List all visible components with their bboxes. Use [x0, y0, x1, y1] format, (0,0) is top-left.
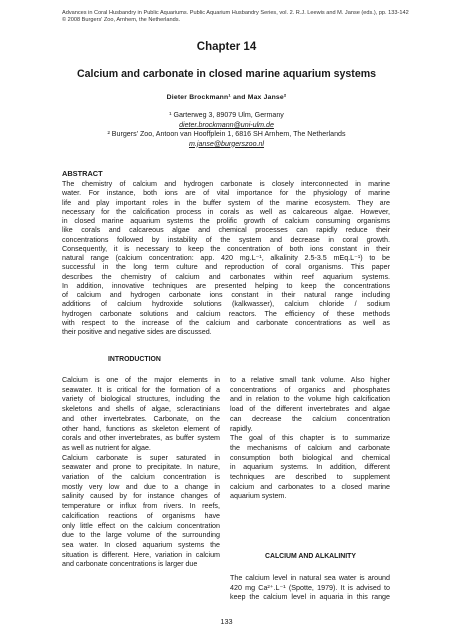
intro-left-line: Calcium carbonate is super saturated in	[62, 453, 220, 462]
affiliation-2-email-row	[0, 140, 453, 149]
intro-left-line: as well as nutrient for algae.	[62, 443, 151, 452]
intro-right-line: the mechanisms of calcium and carbonate	[230, 443, 390, 452]
intro-left-line: and other invertebrates. Carbonate, on the	[62, 414, 220, 423]
abstract-line: necessary for the calcification process in corals as well as calcareous algae. However,	[62, 207, 390, 216]
calcium-alkalinity-body	[230, 574, 390, 603]
intro-left-line: salinity caused by for instance changes of	[62, 492, 220, 501]
intro-left-line: seawater. It is critical for the formation of a	[62, 385, 220, 394]
page-number: 133	[220, 617, 233, 626]
intro-left-line: calcification reactions of organisms have	[62, 511, 220, 520]
intro-left-line: and carbonate concentrations is larger due	[62, 560, 198, 569]
abstract-line: additions of calcium hydroxide solutions (kalkwasser), calcium chloride / sodium	[62, 300, 390, 309]
intro-left-line: other hand, functions as skeleton element of	[62, 424, 220, 433]
intro-left-line: corals and other invertebrates, as buffer system	[62, 434, 220, 443]
intro-left-line: Calcium is one of the major elements in	[62, 376, 220, 384]
intro-left-line: due to the large volume of the surrounding	[62, 531, 220, 540]
abstract-line: life and play important roles in the buffer system of the marine ecosystem. They are	[62, 198, 390, 207]
email-link-1[interactable]: dieter.brockmann@uni-ulm.de	[179, 120, 274, 129]
intro-right-line: calcium and carbonates to a closed marine	[230, 482, 390, 491]
calcium-alkalinity-heading: CALCIUM AND ALKALINITY	[265, 553, 356, 560]
intro-left-line: variation of the calcium concentration is	[62, 473, 220, 482]
introduction-left-column	[62, 376, 220, 570]
intro-right-line: The goal of this chapter is to summarize	[230, 434, 390, 443]
abstract-line: with respect to the increase of the calcium and carbonate concentrations as well as	[62, 318, 390, 327]
abstract-line: The chemistry of calcium and hydrogen carbonate is closely interconnected in marine	[62, 180, 390, 188]
intro-left-line: mostly very low and due to a change in	[62, 482, 220, 491]
calcium-line: 420 mg Ca²⁺.L⁻¹ (Spotte, 1979). It is advised to	[230, 583, 390, 592]
affiliation-2: ² Burgers' Zoo, Antoon van Hooffplein 1, 6816 SH Arnhem, The Netherlands	[107, 130, 346, 138]
abstract-line: water. For instance, both ions are of vital importance for the physiology of marine	[62, 189, 390, 198]
paper-title: Calcium and carbonate in closed marine aquarium systems	[76, 68, 377, 80]
intro-right-line: and in relation to the volume high calcification	[230, 395, 390, 404]
abstract-line: in closed marine aquarium systems the prolific growth of calcium consuming organisms	[62, 217, 390, 225]
intro-right-line: aquarium system.	[230, 492, 287, 501]
intro-right-line: to a relative small tank volume. Also higher	[230, 376, 390, 384]
running-header	[62, 10, 422, 25]
intro-left-line: seawater and prone to precipitate. In nature,	[62, 463, 220, 472]
abstract-heading: ABSTRACT	[62, 169, 103, 178]
intro-right-line: rapidly.	[230, 424, 253, 433]
intro-left-line: sea water. In closed aquarium systems the	[62, 540, 220, 549]
abstract-line: Consequently, it is necessary to keep the concentration of both ions constant in their	[62, 244, 390, 253]
abstract-line: In addition, innovative techniques are presented helping to keep the concentrations	[62, 281, 390, 290]
abstract-line: their positive and negative sides are discussed.	[62, 328, 212, 336]
abstract-line: hydrogen carbonate solutions and calcium reactors. The efficiency of these methods	[62, 309, 390, 318]
calcium-line: keep the calcium level in aquaria in this range	[230, 593, 390, 602]
abstract-line: concentrations followed by instability of the system and decrease in coral growth.	[62, 235, 390, 244]
intro-right-line: in aquarium systems. In addition, different	[230, 463, 390, 472]
intro-left-line: situation is different. Here, variation in calcium	[62, 550, 220, 559]
abstract-line: successful in the long term culture and reproduction of coral organisms. This paper	[62, 263, 390, 272]
affiliation-1: ¹ Garterweg 3, 89079 Ulm, Germany	[169, 111, 284, 119]
abstract-line: describes the chemistry of calcium and carbonates within reef aquarium systems.	[62, 272, 390, 281]
intro-right-line: consumption both biological and chemical	[230, 453, 390, 462]
email-link-2[interactable]: m.janse@burgerszoo.nl	[188, 139, 265, 148]
author-line: Dieter Brockmann¹ and Max Janse²	[166, 94, 287, 101]
abstract-line: of calcium and hydrogen carbonate ions constant in their natural range including	[62, 291, 390, 299]
introduction-heading: INTRODUCTION	[108, 356, 161, 363]
calcium-line: The calcium level in natural sea water is around	[230, 574, 390, 582]
intro-right-line: techniques are described to supplement	[230, 473, 390, 482]
header-copyright: © 2008 Burgers' Zoo, Arnhem, the Netherlands.	[62, 17, 181, 24]
abstract-body	[62, 180, 390, 337]
affiliation-1-email-row	[0, 121, 453, 130]
header-citation: Advances in Coral Husbandry in Public Aquariums. Public Aquarium Husbandry Series, vol. 2. R.J. Leewis and M. Janse (eds.), pp. 133-142	[62, 10, 409, 16]
abstract-line: natural range (calcium concentration: app. 420 mg.L⁻¹, alkalinity 2.5-3.5 mEq.L⁻¹) to be	[62, 254, 390, 262]
intro-right-line: load of the different invertebrates and algae	[230, 405, 390, 414]
intro-left-line: skeletons and shells of algae, scleractinians	[62, 405, 220, 414]
intro-left-line: variety of biological structures, including the	[62, 395, 220, 404]
intro-right-line: can decrease the calcium concentration	[230, 414, 390, 423]
intro-right-line: concentrations of organics and phosphates	[230, 385, 390, 394]
chapter-label: Chapter 14	[196, 41, 257, 53]
abstract-line: like corals and calcareous algae and chemical processes can rapidly reduce their	[62, 226, 390, 235]
introduction-right-column	[230, 376, 390, 502]
intro-left-line: temperature or influx from rivers. In reefs,	[62, 502, 220, 511]
intro-left-line: only little effect on the calcium concentration	[62, 521, 220, 530]
